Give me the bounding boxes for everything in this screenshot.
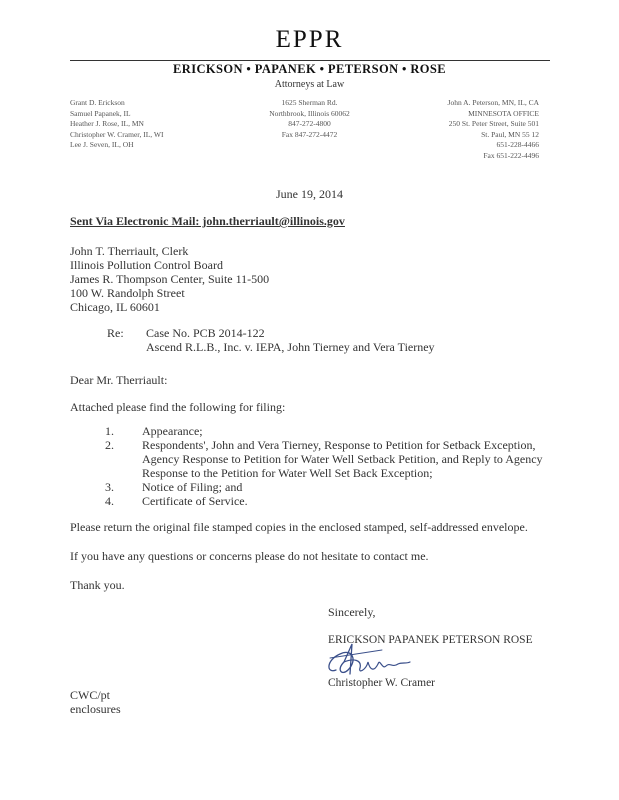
- letter-date: June 19, 2014: [276, 187, 343, 201]
- office-line: John A. Peterson, MN, IL, CA: [447, 98, 539, 107]
- item-text: Appearance;: [142, 424, 203, 438]
- address-line: John T. Therriault, Clerk: [70, 244, 189, 258]
- case-parties: Ascend R.L.B., Inc. v. IEPA, John Tierney and Vera Tierney: [146, 340, 435, 354]
- list-item: [105, 438, 545, 480]
- office-line: Fax 651-222-4496: [483, 150, 539, 160]
- attorney-name: Samuel Papanek, IL: [70, 108, 131, 118]
- main-office-address: [252, 98, 367, 140]
- typist-initials: CWC/pt: [70, 688, 111, 702]
- office-line: 847-272-4800: [288, 119, 331, 128]
- office-line: 250 St. Peter Street, Suite 501: [448, 119, 539, 128]
- item-number: 1.: [105, 424, 114, 438]
- attorney-name: Grant D. Erickson: [70, 98, 125, 107]
- list-item: [105, 494, 545, 508]
- office-line: MINNESOTA OFFICE: [468, 108, 539, 118]
- address-line: Chicago, IL 60601: [70, 300, 160, 314]
- item-text: Certificate of Service.: [142, 494, 248, 508]
- firm-name: ERICKSON • PAPANEK • PETERSON • ROSE: [173, 62, 446, 76]
- item-number: 4.: [105, 494, 114, 508]
- list-item: [105, 480, 545, 494]
- salutation: Dear Mr. Therriault:: [70, 373, 168, 387]
- case-number: Case No. PCB 2014-122: [146, 326, 265, 340]
- address-line: James R. Thompson Center, Suite 11-500: [70, 272, 270, 286]
- office-line: 651-228-4466: [496, 140, 539, 149]
- attorney-name: Christopher W. Cramer, IL, WI: [70, 129, 164, 139]
- closing-firm: ERICKSON PAPANEK PETERSON ROSE: [328, 634, 533, 646]
- recipient-address: [70, 244, 269, 314]
- intro-paragraph: Attached please find the following for filing:: [70, 400, 286, 414]
- office-line: 1625 Sherman Rd.: [281, 98, 338, 107]
- address-line: 100 W. Randolph Street: [70, 286, 185, 300]
- questions-paragraph: If you have any questions or concerns please do not hesitate to contact me.: [70, 549, 429, 563]
- firm-logo: EPPR: [275, 26, 344, 53]
- letterhead-rule: [70, 60, 550, 61]
- item-text: Notice of Filing; and: [142, 480, 243, 494]
- closing-sincerely: Sincerely,: [328, 605, 376, 619]
- firm-subtitle: Attorneys at Law: [274, 79, 345, 90]
- office-line: Northbrook, Illinois 60062: [269, 108, 350, 118]
- delivery-method: Sent Via Electronic Mail: john.therriault@illinois.gov: [70, 214, 345, 228]
- attorney-name: Heather J. Rose, IL, MN: [70, 119, 144, 128]
- list-item: [105, 424, 545, 438]
- item-number: 3.: [105, 480, 114, 494]
- return-request: Please return the original file stamped copies in the enclosed stamped, self-addressed envelope.: [70, 520, 528, 534]
- re-label: Re:: [107, 326, 124, 340]
- attorney-name: Lee J. Seven, IL, OH: [70, 140, 134, 149]
- enclosures-note: enclosures: [70, 702, 121, 716]
- item-text: Respondents', John and Vera Tierney, Response to Petition for Setback Exception, Agency Response to Petition for Water Well Setback Petition, and Reply to Agency Response to the Petition for Water Well Set Back Exception;: [142, 438, 543, 480]
- office-line: Fax 847-272-4472: [281, 129, 338, 139]
- address-line: Illinois Pollution Control Board: [70, 258, 224, 272]
- office-line: St. Paul, MN 55 12: [481, 129, 539, 139]
- minnesota-office-address: [448, 98, 539, 161]
- enclosure-list: [105, 424, 545, 508]
- attorney-list: [70, 98, 164, 151]
- re-subject: [146, 326, 435, 354]
- thanks-line: Thank you.: [70, 578, 125, 592]
- signer-name: Christopher W. Cramer: [328, 677, 435, 689]
- item-number: 2.: [105, 438, 114, 452]
